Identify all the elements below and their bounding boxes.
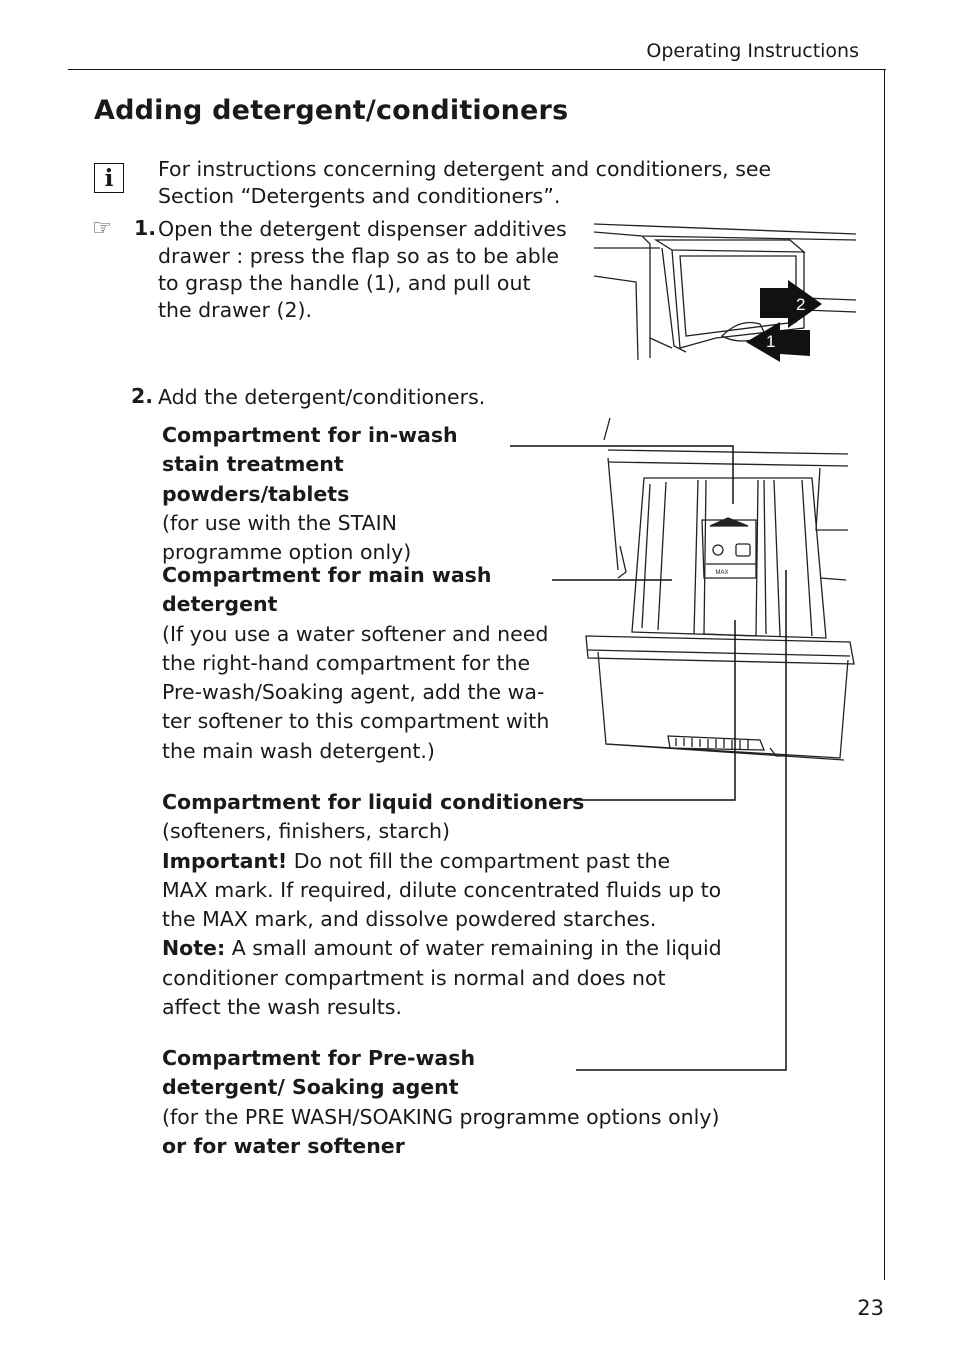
compartment-stain-body: (for use with the STAIN programme option only) — [162, 510, 412, 565]
info-note-text: For instructions concerning detergent and conditioners, see Section “Detergents and conditioners”. — [158, 157, 772, 208]
compartment-stain-title: Compartment for in-wash stain treatment powders/tablets — [162, 423, 458, 506]
compartment-main-wash — [162, 561, 552, 766]
leader-line-stain — [510, 446, 733, 504]
step-2-number: 2. — [131, 384, 154, 408]
compartment-liquid-body: (softeners, finishers, starch) — [162, 819, 451, 844]
page-number: 23 — [857, 1296, 884, 1320]
step-1-number: 1. — [134, 216, 157, 240]
compartment-prewash-suffix: or for water softener — [162, 1133, 405, 1158]
callout-2: 2 — [796, 295, 806, 314]
note-label: Note: — [162, 936, 226, 961]
compartment-stain — [162, 421, 522, 567]
compartment-liquid-title: Compartment for liquid conditioners — [162, 790, 585, 814]
running-header: Operating Instructions — [646, 40, 859, 62]
compartment-prewash — [162, 1044, 722, 1161]
important-text: Do not fill the compartment past the MAX mark. If required, dilute concentrated fluids up to the MAX mark, and dissolve powdered starches. — [162, 848, 722, 932]
info-icon: i — [94, 163, 124, 193]
compartment-liquid — [162, 788, 722, 1022]
compartment-prewash-title: Compartment for Pre-wash detergent/ Soaking agent — [162, 1046, 476, 1100]
compartment-main-wash-title: Compartment for main wash detergent — [162, 563, 492, 617]
note-text: A small amount of water remaining in the liquid conditioner compartment is normal and does not affect the wash results. — [162, 936, 722, 1020]
step-1-text: Open the detergent dispenser additives drawer : press the flap so as to be able to grasp the handle (1), and pull out the drawer (2). — [158, 217, 567, 322]
callout-1: 1 — [766, 332, 776, 351]
page-title: Adding detergent/conditioners — [94, 95, 569, 126]
step-2-text: Add the detergent/conditioners. — [158, 385, 486, 409]
important-label: Important! — [162, 848, 288, 873]
compartment-prewash-body: (for the PRE WASH/SOAKING programme options only) — [162, 1104, 720, 1129]
max-mark-label: MAX — [715, 570, 729, 576]
compartment-main-wash-body: (If you use a water softener and need the right-hand compartment for the Pre-wash/Soaking agent, add the wa- ter softener to this compartment with the main wash detergent.) — [162, 621, 550, 763]
leader-line-liquid — [564, 620, 735, 800]
pointing-hand-icon: ☞ — [92, 216, 112, 241]
